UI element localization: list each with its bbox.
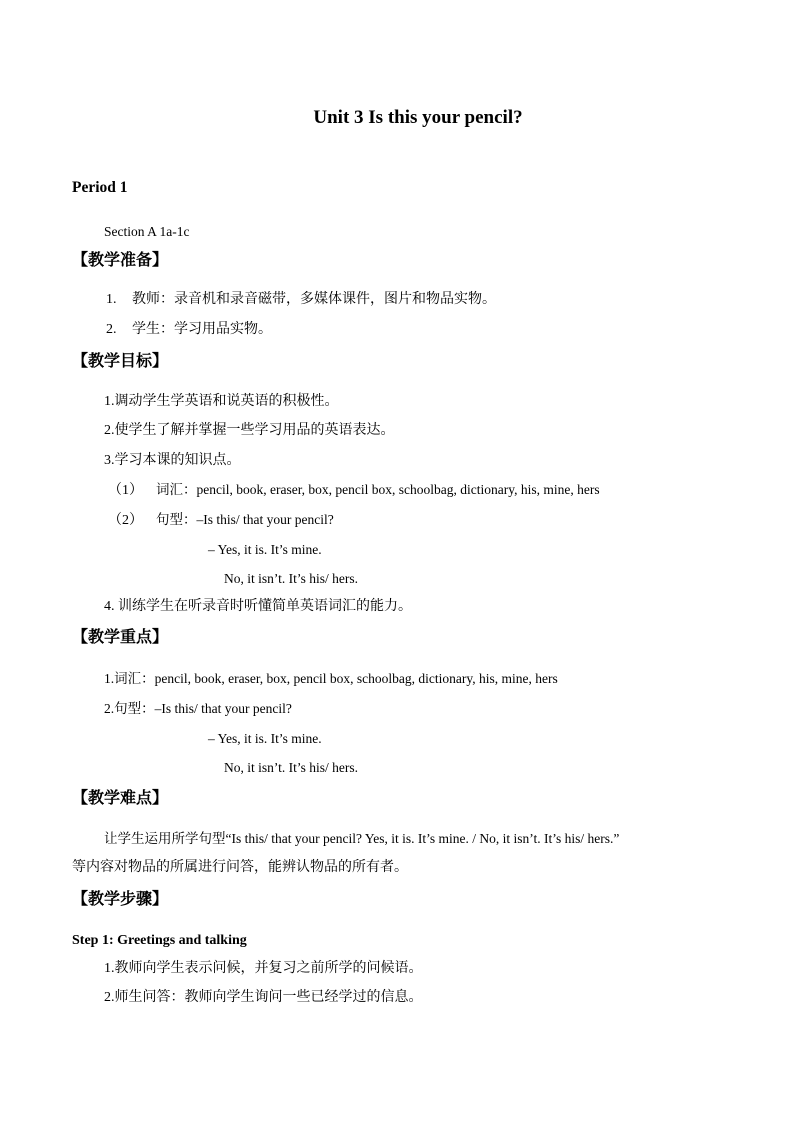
key-points-answer-2: No, it isn’t. It’s his/ hers. xyxy=(224,760,359,775)
period-label: Period 1 xyxy=(72,179,128,196)
prep-item-1-num: 1. xyxy=(106,292,117,307)
prep-item-2-text: 学生：学习用品实物。 xyxy=(132,322,272,337)
objective-item-3: 3.学习本课的知识点。 xyxy=(104,453,241,468)
objective-sub-2-text: 句型：–Is this/ that your pencil? xyxy=(156,512,334,527)
document-title: Unit 3 Is this your pencil? xyxy=(313,107,523,128)
key-points-heading: 【教学重点】 xyxy=(72,629,169,646)
prep-item-1 xyxy=(106,291,496,309)
objectives-heading: 【教学目标】 xyxy=(72,353,169,370)
difficulties-line-1: 让学生运用所学句型“Is this/ that your pencil? Yes, it is. It’s mine. / No, it isn’t. It’s his/ hers.” xyxy=(104,831,620,846)
key-points-pattern: 2.句型：–Is this/ that your pencil? xyxy=(104,701,292,716)
key-points-answer-1: – Yes, it is. It’s mine. xyxy=(208,731,322,746)
objective-sub-1-text: 词汇：pencil, book, eraser, box, pencil box, schoolbag, dictionary, his, mine, hers xyxy=(156,482,600,497)
step-1-item-2: 2.师生问答：教师向学生询问一些已经学过的信息。 xyxy=(104,990,423,1005)
difficulties-line-2: 等内容对物品的所属进行问答，能辨认物品的所有者。 xyxy=(72,860,408,875)
prep-item-1-text: 教师：录音机和录音磁带，多媒体课件，图片和物品实物。 xyxy=(132,292,496,307)
prep-item-2 xyxy=(106,321,272,339)
difficulties-heading: 【教学难点】 xyxy=(72,790,169,807)
objective-sub-1 xyxy=(108,481,600,500)
section-label: Section A 1a-1c xyxy=(104,224,190,239)
step-1-title: Step 1: Greetings and talking xyxy=(72,933,247,948)
objective-sub-2 xyxy=(108,511,334,530)
objective-answer-2: No, it isn’t. It’s his/ hers. xyxy=(224,571,359,586)
objective-sub-1-num: （1） xyxy=(108,483,143,498)
objective-item-2: 2.使学生了解并掌握一些学习用品的英语表达。 xyxy=(104,423,395,438)
objective-item-1: 1.调动学生学英语和说英语的积极性。 xyxy=(104,394,339,409)
prep-heading: 【教学准备】 xyxy=(72,252,169,269)
objective-item-4: 4. 训练学生在听录音时听懂简单英语词汇的能力。 xyxy=(104,599,412,614)
objective-answer-1: – Yes, it is. It’s mine. xyxy=(208,542,322,557)
prep-item-2-num: 2. xyxy=(106,322,117,337)
steps-heading: 【教学步骤】 xyxy=(72,891,169,908)
key-points-vocab: 1.词汇：pencil, book, eraser, box, pencil box, schoolbag, dictionary, his, mine, hers xyxy=(104,671,558,686)
step-1-item-1: 1.教师向学生表示问候，并复习之前所学的问候语。 xyxy=(104,961,423,976)
objective-sub-2-num: （2） xyxy=(108,513,143,528)
